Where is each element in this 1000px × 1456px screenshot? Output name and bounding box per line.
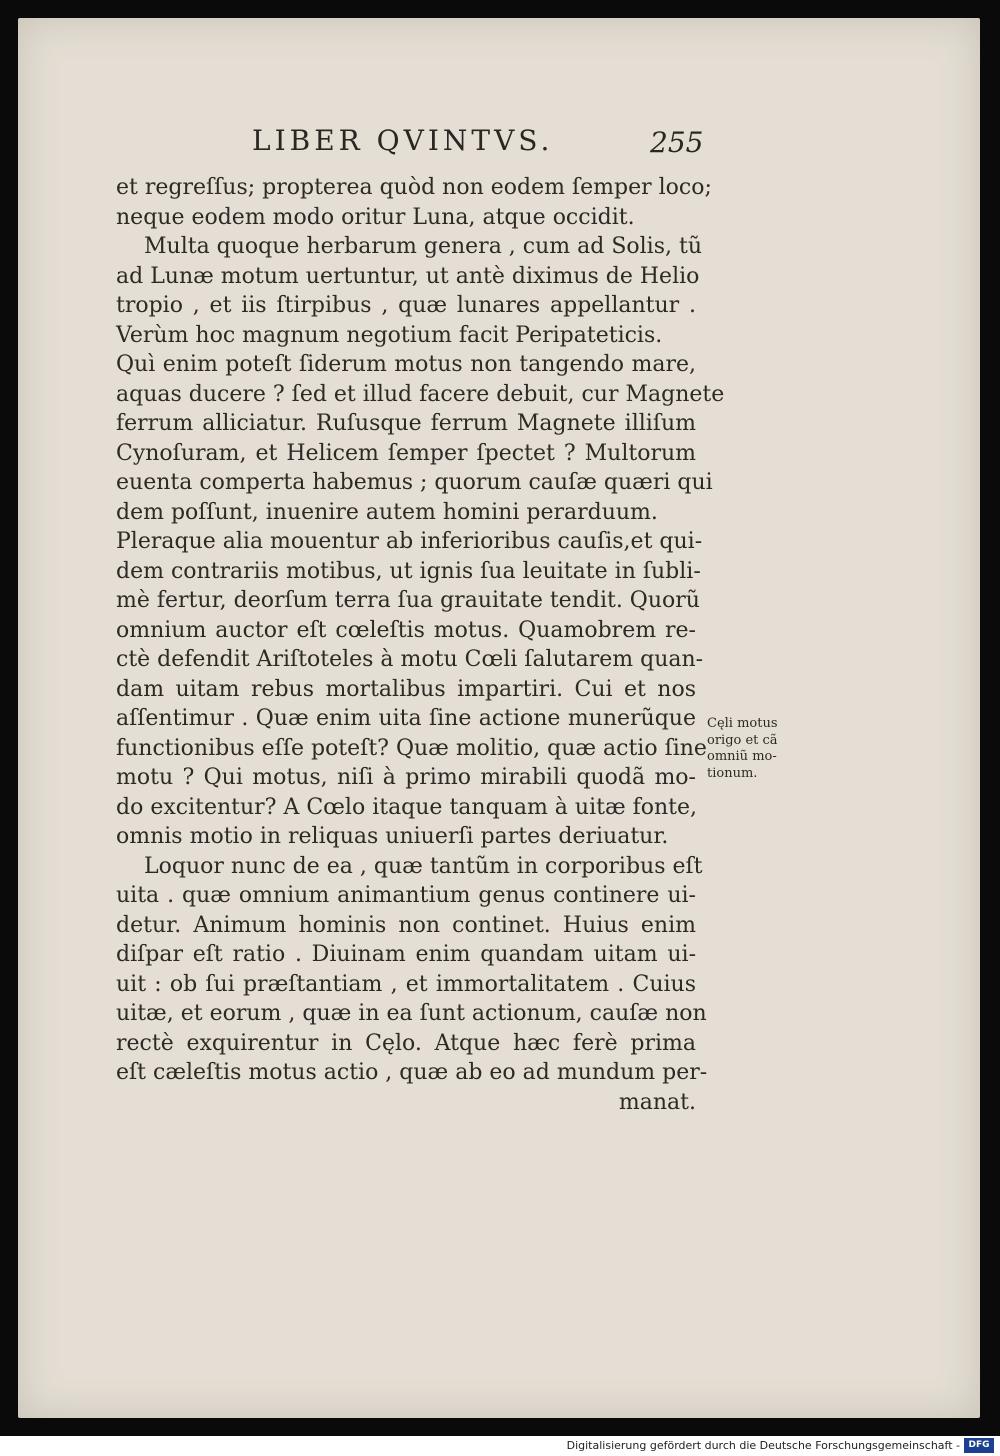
- marginal-note-line: tionum.: [707, 765, 758, 781]
- text-line: ferrum alliciatur. Ruſusque ferrum Magnete illiſum: [116, 411, 696, 436]
- text-line: diſpar eſt ratio . Diuinam enim quandam uitam ui-: [116, 942, 696, 967]
- text-line: Pleraque alia mouentur ab inferioribus cauſis,et qui-: [116, 529, 703, 554]
- text-line: uita . quæ omnium animantium genus continere ui-: [116, 883, 696, 908]
- text-line: aſſentimur . Quæ enim uita ſine actione munerũque: [116, 706, 696, 731]
- text-line: omnis motio in reliquas uniuerſi partes deriuatur.: [116, 824, 669, 849]
- text-line: detur. Animum hominis non continet. Huius enim: [116, 912, 696, 938]
- marginal-note-line: Cęli motus: [707, 716, 778, 731]
- page-number: 255: [650, 126, 704, 159]
- text-line: dem contrariis motibus, ut ignis ſua leuitate in ſubli-: [116, 558, 701, 584]
- text-line: aquas ducere ? ſed et illud facere debuit, cur Magnete: [116, 381, 725, 407]
- text-line: Verùm hoc magnum negotium facit Peripateticis.: [116, 322, 663, 348]
- text-line: ctè defendit Ariſtoteles à motu Cœli ſalutarem quan-: [116, 647, 704, 672]
- footer-strip: [0, 1436, 1000, 1456]
- marginal-note: [707, 716, 817, 782]
- text-line: Cynoſuram, et Helicem ſemper ſpectet ? Multorum: [116, 440, 696, 466]
- text-line: Loquor nunc de ea , quæ tantũm in corporibus eſt: [144, 853, 703, 879]
- text-line: do excitentur? A Cœlo itaque tanquam à uitæ fonte,: [116, 794, 698, 820]
- text-line: functionibus eſſe poteſt? Quæ molitio, quæ actio ſine: [116, 735, 707, 761]
- text-line: uit : ob ſui præſtantiam , et immortalitatem . Cuius: [116, 971, 696, 997]
- marginal-note-line: omniũ mo-: [707, 749, 777, 764]
- funding-credit: Digitalisierung gefördert durch die Deutsche Forschungsgemeinschaft -: [566, 1439, 960, 1452]
- text-line: ad Lunæ motum uertuntur, ut antè diximus de Helio: [116, 263, 700, 289]
- marginal-note-line: origo et cã: [707, 732, 778, 748]
- text-line: omnium auctor eſt cœleſtis motus. Quamobrem re-: [116, 617, 696, 643]
- text-line: eſt cæleſtis motus actio , quæ ab eo ad mundum per-: [116, 1060, 708, 1085]
- text-line: Quì enim poteſt ſiderum motus non tangendo mare,: [116, 352, 696, 377]
- text-line: dem poſſunt, inuenire autem homini perarduum.: [116, 499, 658, 525]
- text-line: tropio , et iis ſtirpibus , quæ lunares appellantur .: [116, 293, 696, 318]
- text-line: et regreſſus; propterea quòd non eodem ſemper loco;: [116, 175, 712, 200]
- text-line: motu ? Qui motus, niſi à primo mirabili quodã mo-: [116, 765, 696, 790]
- text-line: uitæ, et eorum , quæ in ea ſunt actionum, cauſæ non: [116, 1001, 707, 1026]
- text-line: Multa quoque herbarum genera , cum ad Solis, tũ: [144, 234, 703, 259]
- text-line: rectè exquirentur in Cęlo. Atque hæc ferè prima: [116, 1030, 696, 1056]
- body-text: [116, 173, 725, 1117]
- text-line: manat.: [618, 1089, 696, 1115]
- text-line: neque eodem modo oritur Luna, atque occidit.: [116, 204, 635, 230]
- text-line: euenta comperta habemus ; quorum cauſæ quæri qui: [116, 470, 713, 495]
- text-line: dam uitam rebus mortalibus impartiri. Cui et nos: [116, 676, 696, 702]
- dfg-logo-icon: DFG: [964, 1438, 994, 1453]
- running-head: LIBER QVINTVS.: [252, 124, 554, 157]
- text-line: mè fertur, deorſum terra ſua grauitate tendit. Quorũ: [116, 588, 700, 613]
